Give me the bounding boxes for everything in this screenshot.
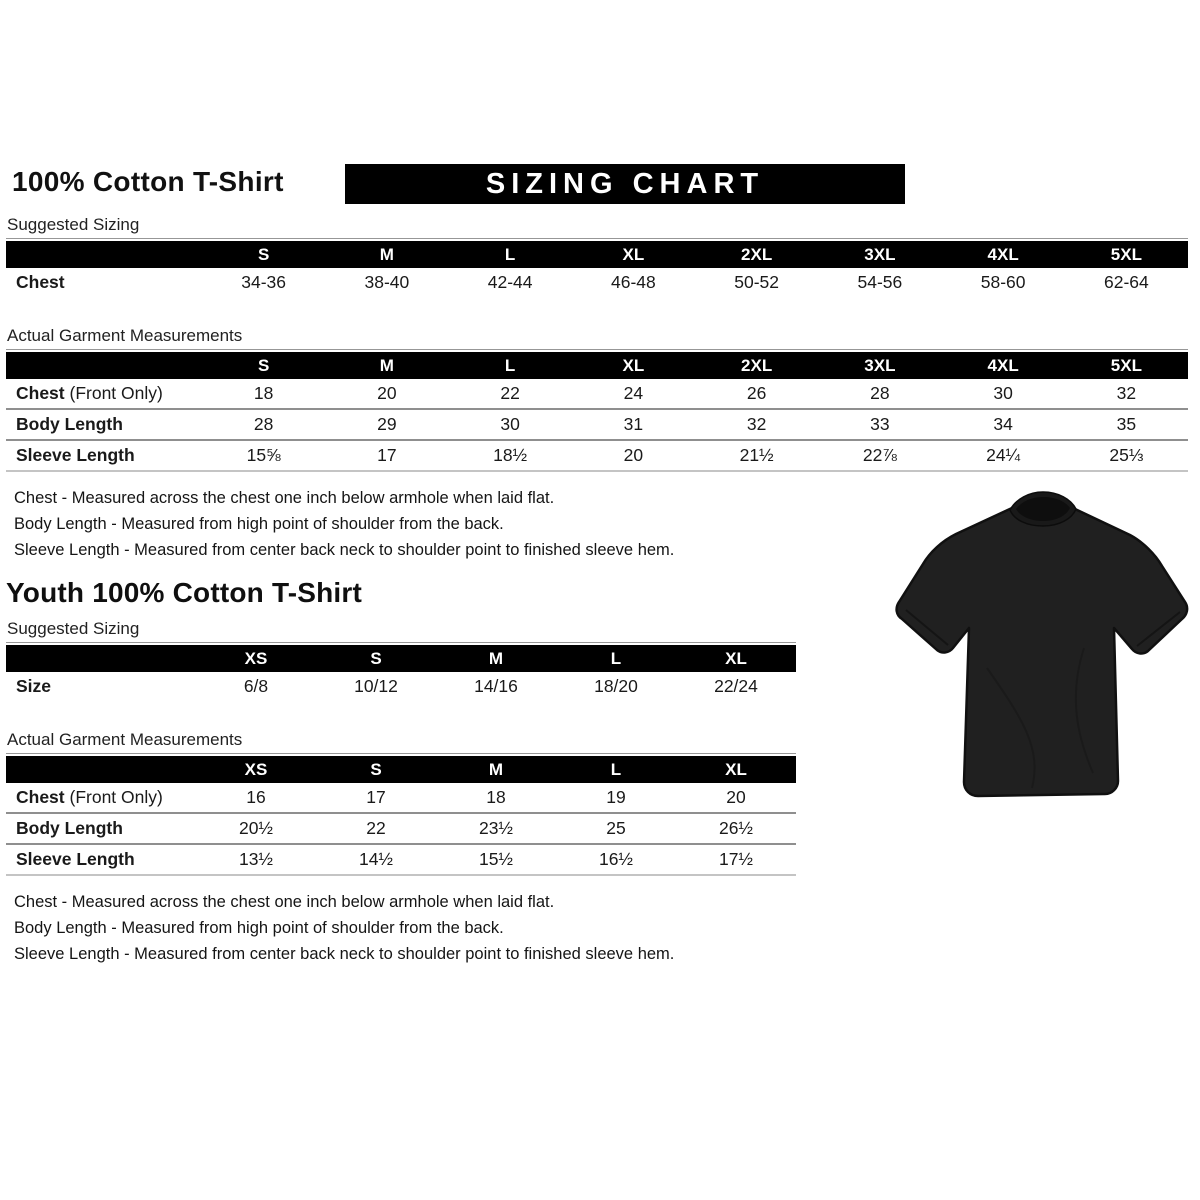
cell: 17: [366, 787, 386, 807]
cell: 15⅝: [246, 445, 281, 465]
column-header: 2XL: [695, 241, 818, 268]
column-header: M: [436, 645, 556, 672]
cell: 18: [253, 383, 274, 403]
note-body-length: Body Length - Measured from high point of shoulder from the back.: [14, 515, 504, 533]
cell: 16: [246, 787, 266, 807]
cell: 22/24: [714, 676, 758, 696]
column-header: S: [316, 645, 436, 672]
cell: 21½: [739, 445, 774, 465]
cell: 17: [377, 445, 397, 465]
note-sleeve-length: Sleeve Length - Measured from center back neck to shoulder point to finished sleeve hem.: [14, 541, 675, 559]
column-header: 4XL: [942, 352, 1065, 379]
row-label: Chest: [16, 272, 65, 292]
table-header-row: [6, 352, 1188, 379]
column-header: XS: [196, 756, 316, 783]
tshirt-body: [897, 500, 1188, 796]
table-row-body-length: [6, 409, 1188, 440]
column-header: M: [325, 352, 448, 379]
cell: 16½: [598, 849, 634, 869]
row-label: Size: [16, 676, 52, 696]
column-header: XL: [572, 352, 695, 379]
cell: 13½: [238, 849, 274, 869]
cell: 24: [623, 383, 644, 403]
cell: 19: [606, 787, 626, 807]
cell: 54-56: [857, 272, 903, 292]
column-header: 3XL: [818, 352, 941, 379]
page-title: 100% Cotton T-Shirt: [12, 166, 284, 197]
cell: 26: [746, 383, 767, 403]
cell: 18: [486, 787, 506, 807]
column-header: M: [325, 241, 448, 268]
column-header: XL: [572, 241, 695, 268]
cell: 20: [623, 445, 644, 465]
note-sleeve-length: Sleeve Length - Measured from center back neck to shoulder point to finished sleeve hem.: [14, 945, 675, 963]
youth-suggested-sizing-table: [6, 645, 796, 701]
table-row-chest: [6, 379, 1188, 409]
cell: 46-48: [610, 272, 656, 292]
adult-actual-measurements-table: [6, 352, 1188, 472]
adult-suggested-sizing-table: [6, 241, 1188, 297]
table-row-size: [6, 672, 796, 701]
youth-actual-measurements-table: [6, 756, 796, 876]
cell: 28: [870, 383, 890, 403]
row-label: Body Length: [16, 818, 123, 838]
cell: 18/20: [594, 676, 638, 696]
column-header: 5XL: [1065, 241, 1188, 268]
cell: 42-44: [487, 272, 533, 292]
column-header: S: [202, 352, 325, 379]
cell: 22: [500, 383, 520, 403]
cell: 35: [1116, 414, 1137, 434]
row-label: Chest (Front Only): [16, 383, 163, 403]
cell: 20½: [238, 818, 274, 838]
cell: 14½: [358, 849, 394, 869]
column-header: L: [556, 645, 676, 672]
row-label: Sleeve Length: [16, 849, 135, 869]
column-header: S: [202, 241, 325, 268]
youth-actual-measurements-label: Actual Garment Measurements: [7, 730, 243, 749]
column-header: L: [556, 756, 676, 783]
cell: 30: [993, 383, 1013, 403]
table-row: [6, 268, 1188, 297]
cell: 62-64: [1103, 272, 1149, 292]
corner-cell: [6, 241, 202, 268]
header-row: [6, 164, 1194, 210]
table-header-row: [6, 241, 1188, 268]
row-label: Body Length: [16, 414, 123, 434]
column-header: 5XL: [1065, 352, 1188, 379]
cell: 34-36: [241, 272, 286, 292]
sizing-chart-banner: SIZING CHART: [345, 164, 905, 204]
note-chest: Chest - Measured across the chest one inch below armhole when laid flat.: [14, 893, 555, 911]
column-header: 3XL: [818, 241, 941, 268]
youth-section-title: Youth 100% Cotton T-Shirt: [6, 577, 363, 608]
column-header: S: [316, 756, 436, 783]
column-header: L: [449, 352, 572, 379]
column-header: M: [436, 756, 556, 783]
cell: 33: [870, 414, 890, 434]
adult-actual-measurements-label: Actual Garment Measurements: [7, 326, 243, 345]
cell: 25: [606, 818, 626, 838]
cell: 29: [377, 414, 397, 434]
cell: 24¼: [986, 445, 1021, 465]
corner-cell: [6, 352, 202, 379]
cell: 23½: [478, 818, 514, 838]
table-row-sleeve-length: [6, 844, 796, 875]
cell: 30: [500, 414, 520, 434]
cell: 50-52: [734, 272, 779, 292]
black-tshirt-illustration: [892, 488, 1194, 810]
cell: 14/16: [474, 676, 518, 696]
table-row-sleeve-length: [6, 440, 1188, 471]
cell: 17½: [718, 849, 754, 869]
table-header-row: [6, 756, 796, 783]
cell: 26½: [718, 818, 754, 838]
table-row-body-length: [6, 813, 796, 844]
cell: 34: [993, 414, 1013, 434]
corner-cell: [6, 645, 196, 672]
cell: 22⅞: [862, 445, 897, 465]
cell: 25⅓: [1109, 445, 1144, 465]
column-header: 2XL: [695, 352, 818, 379]
column-header: L: [449, 241, 572, 268]
cell: 31: [623, 414, 644, 434]
cell: 15½: [478, 849, 514, 869]
cell: 6/8: [243, 676, 269, 696]
youth-suggested-sizing-label: Suggested Sizing: [7, 619, 140, 638]
cell: 28: [253, 414, 274, 434]
cell: 20: [377, 383, 397, 403]
cell: 38-40: [364, 272, 410, 292]
row-label: Sleeve Length: [16, 445, 135, 465]
cell: 18½: [493, 445, 528, 465]
table-header-row: [6, 645, 796, 672]
column-header: 4XL: [942, 241, 1065, 268]
cell: 32: [1116, 383, 1137, 403]
cell: 10/12: [354, 676, 398, 696]
column-header: XL: [676, 756, 796, 783]
adult-suggested-sizing-label: Suggested Sizing: [7, 215, 140, 234]
cell: 58-60: [980, 272, 1026, 292]
cell: 20: [726, 787, 746, 807]
column-header: XL: [676, 645, 796, 672]
note-body-length: Body Length - Measured from high point of shoulder from the back.: [14, 919, 504, 937]
youth-measurement-notes: [14, 889, 1194, 967]
corner-cell: [6, 756, 196, 783]
cell: 22: [366, 818, 386, 838]
cell: 32: [746, 414, 767, 434]
row-label: Chest (Front Only): [16, 787, 163, 807]
column-header: XS: [196, 645, 316, 672]
table-row-chest: [6, 783, 796, 813]
tshirt-product-image: [892, 488, 1194, 810]
note-chest: Chest - Measured across the chest one inch below armhole when laid flat.: [14, 489, 555, 507]
